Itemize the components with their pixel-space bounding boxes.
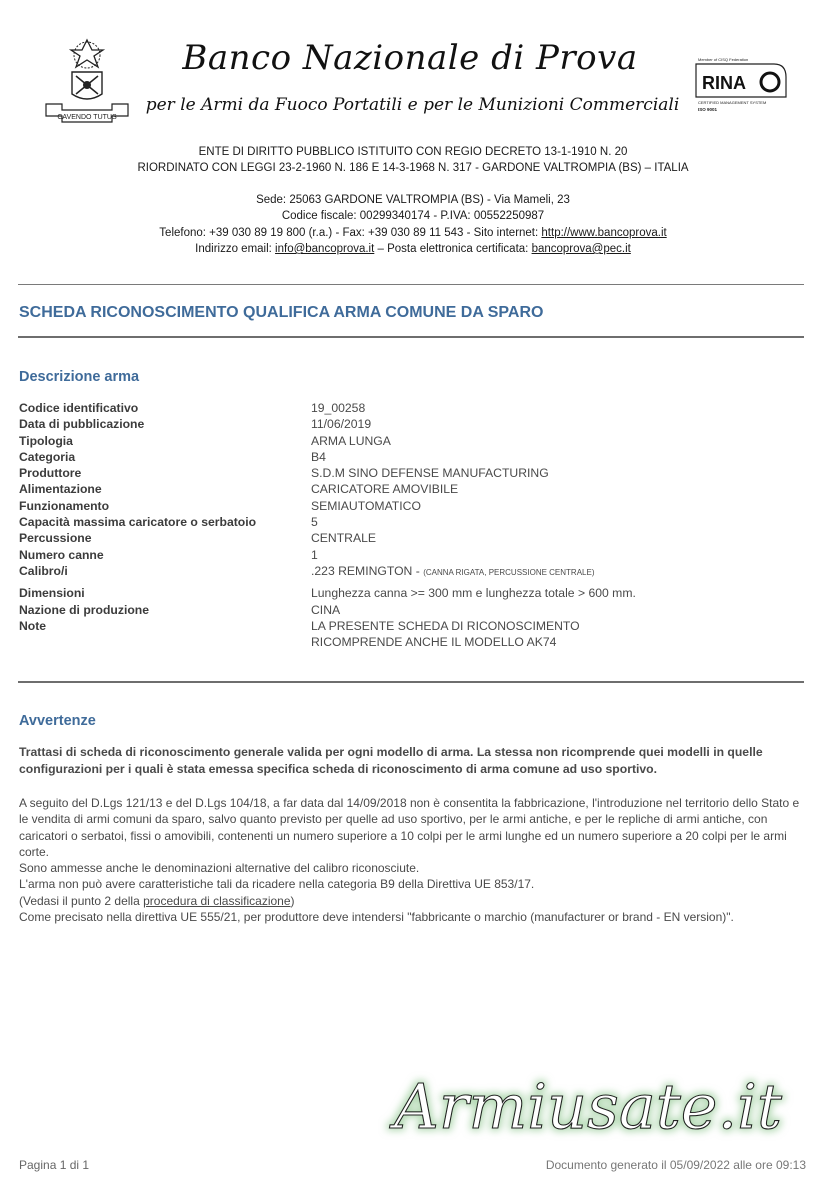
- watermark-text: Armiusate.it: [394, 1070, 782, 1143]
- detail-row-funzionamento: [19, 498, 809, 514]
- email-label: Indirizzo email:: [195, 243, 276, 255]
- warning-paragraph-5: Come precisato nella direttiva UE 555/21, per produttore deve intendersi "fabbricante o marchio (manufacturer or brand - EN version)".: [19, 910, 734, 925]
- detail-value: SEMIAUTOMATICO: [311, 498, 421, 513]
- detail-row-percussione: [19, 530, 809, 546]
- letterhead: [0, 0, 826, 270]
- lh-line-2: RIORDINATO CON LEGGI 23-2-1960 N. 186 E 14-3-1968 N. 317 - GARDONE VALTROMPIA (BS) – ITALIA: [137, 162, 689, 174]
- generated-timestamp: Documento generato il 05/09/2022 alle ore 09:13: [545, 1158, 806, 1172]
- detail-label: Calibro/i: [19, 563, 68, 578]
- rina-iso: ISO 9001: [698, 107, 718, 112]
- calibro-value: .223 REMINGTON -: [311, 563, 424, 578]
- detail-value: B4: [311, 449, 326, 464]
- detail-value: S.D.M SINO DEFENSE MANUFACTURING: [311, 466, 549, 481]
- pec-link[interactable]: bancoprova@pec.it: [531, 243, 631, 255]
- detail-value: CENTRALE: [311, 531, 377, 546]
- emblem-logo: [42, 38, 132, 126]
- org-subtitle: per le Armi da Fuoco Portatili e per le Munizioni Commerciali: [145, 95, 680, 115]
- divider: [18, 681, 804, 683]
- detail-row-canne: [19, 547, 809, 563]
- detail-row-data: [19, 416, 809, 432]
- detail-value: Lunghezza canna >= 300 mm e lunghezza totale > 600 mm.: [311, 586, 636, 601]
- detail-label: Produttore: [19, 466, 82, 481]
- detail-label: Tipologia: [19, 433, 73, 448]
- detail-value: CINA: [311, 602, 341, 617]
- detail-label: Nazione di produzione: [19, 602, 149, 617]
- detail-value: 1: [311, 547, 318, 562]
- detail-label: Capacità massima caricatore o serbatoio: [19, 515, 257, 530]
- detail-value: 19_00258: [311, 401, 366, 415]
- detail-row-calibro: [19, 563, 809, 581]
- detail-value: CARICATORE AMOVIBILE: [311, 482, 459, 497]
- email-link[interactable]: info@bancoprova.it: [275, 243, 375, 255]
- emblem-motto: CAVENDO TUTUS: [57, 114, 117, 121]
- divider: [18, 284, 804, 285]
- note-line-1: LA PRESENTE SCHEDA DI RICONOSCIMENTO: [311, 618, 580, 633]
- detail-label: Note: [19, 618, 47, 633]
- warning-bold-text: Trattasi di scheda di riconoscimento generale valida per ogni modello di arma. La stessa non ricomprende quei modelli in quelle configurazioni per i quali è stata emessa specifica scheda di riconoscimento di arma comune ad uso sportivo.: [19, 745, 763, 776]
- page-title: SCHEDA RICONOSCIMENTO QUALIFICA ARMA COMUNE DA SPARO: [19, 304, 544, 321]
- lh-line-1: ENTE DI DIRITTO PUBBLICO ISTITUITO CON REGIO DECRETO 13-1-1910 N. 20: [198, 146, 628, 158]
- warning-paragraph-2: Sono ammesse anche le denominazioni alternative del calibro riconosciute.: [19, 861, 420, 876]
- detail-label: Alimentazione: [19, 482, 102, 497]
- section-title-avvertenze: Avvertenze: [19, 713, 96, 729]
- website-link[interactable]: http://www.bancoprova.it: [541, 227, 667, 239]
- pec-label: – Posta elettronica certificata:: [374, 243, 532, 255]
- p4-prefix: (Vedasi il punto 2 della: [19, 893, 144, 908]
- lh-contacts-text: Telefono: +39 030 89 19 800 (r.a.) - Fax: +39 030 89 11 543 - Sito internet:: [159, 227, 542, 239]
- rina-cert: CERTIFIED MANAGEMENT SYSTEM: [698, 100, 767, 105]
- warning-paragraph-1: A seguito del D.Lgs 121/13 e del D.Lgs 104/18, a far data dal 14/09/2018 non è consentita la fabbricazione, l'introduzione nel territorio dello Stato e le vendita di armi comuni da sparo, salvo quanto previsto per quelle ad uso sportivo, per le armi antiche, e per le repliche di armi antiche, con caricatori o serbatoi, fissi o amovibili, contenenti un numero superiore a 10 colpi per le armi lunghe ed un numero superiore a 20 colpi per le armi corte.: [19, 796, 800, 859]
- detail-value: ARMA LUNGA: [311, 433, 391, 448]
- detail-row-produttore: [19, 465, 809, 481]
- warning-paragraph-3: L'arma non può avere caratteristiche tali da ricadere nella categoria B9 della Direttiva UE 853/17.: [19, 877, 535, 892]
- detail-row-alimentazione: [19, 481, 809, 497]
- detail-row-categoria: [19, 449, 809, 465]
- calibro-note: (CANNA RIGATA, PERCUSSIONE CENTRALE): [423, 567, 595, 577]
- warning-body: [19, 795, 809, 925]
- detail-label: Dimensioni: [19, 586, 85, 601]
- detail-label: Percussione: [19, 531, 92, 546]
- procedura-link[interactable]: procedura di classificazione: [143, 893, 291, 908]
- detail-value: 11/06/2019: [311, 417, 372, 432]
- detail-label: Numero canne: [19, 547, 104, 562]
- rina-certification-logo: [694, 55, 790, 115]
- lh-email: [0, 242, 826, 257]
- detail-row-dimensioni: [19, 585, 809, 601]
- weapon-details: [19, 400, 809, 650]
- detail-value: 5: [311, 515, 318, 530]
- detail-value: [311, 618, 580, 651]
- detail-label: Data di pubblicazione: [19, 417, 145, 432]
- rina-header: Member of CISQ Federation: [698, 57, 749, 62]
- detail-row-note: [19, 618, 809, 651]
- org-title: Banco Nazionale di Prova: [182, 38, 638, 78]
- detail-row-tipologia: [19, 433, 809, 449]
- divider: [18, 336, 804, 338]
- page-number: Pagina 1 di 1: [19, 1158, 90, 1172]
- detail-label: Funzionamento: [19, 498, 110, 513]
- section-title-descrizione: Descrizione arma: [19, 369, 140, 385]
- rina-logo-text: RINA: [702, 73, 746, 93]
- p4-suffix: ): [290, 893, 295, 908]
- lh-codice: Codice fiscale: 00299340174 - P.IVA: 00552250987: [281, 210, 545, 222]
- warning-paragraph-4: [19, 893, 809, 909]
- lh-contacts: [0, 226, 826, 241]
- detail-label: Codice identificativo: [19, 401, 139, 415]
- detail-row-nazione: [19, 602, 809, 618]
- detail-value: [311, 563, 595, 581]
- armiusate-watermark: [378, 1068, 798, 1148]
- lh-sede: Sede: 25063 GARDONE VALTROMPIA (BS) - Via Mameli, 23: [256, 194, 570, 206]
- detail-label: Categoria: [19, 449, 76, 464]
- detail-row-codice: [19, 400, 809, 416]
- note-line-2: RICOMPRENDE ANCHE IL MODELLO AK74: [311, 635, 557, 650]
- detail-row-capacita: [19, 514, 809, 530]
